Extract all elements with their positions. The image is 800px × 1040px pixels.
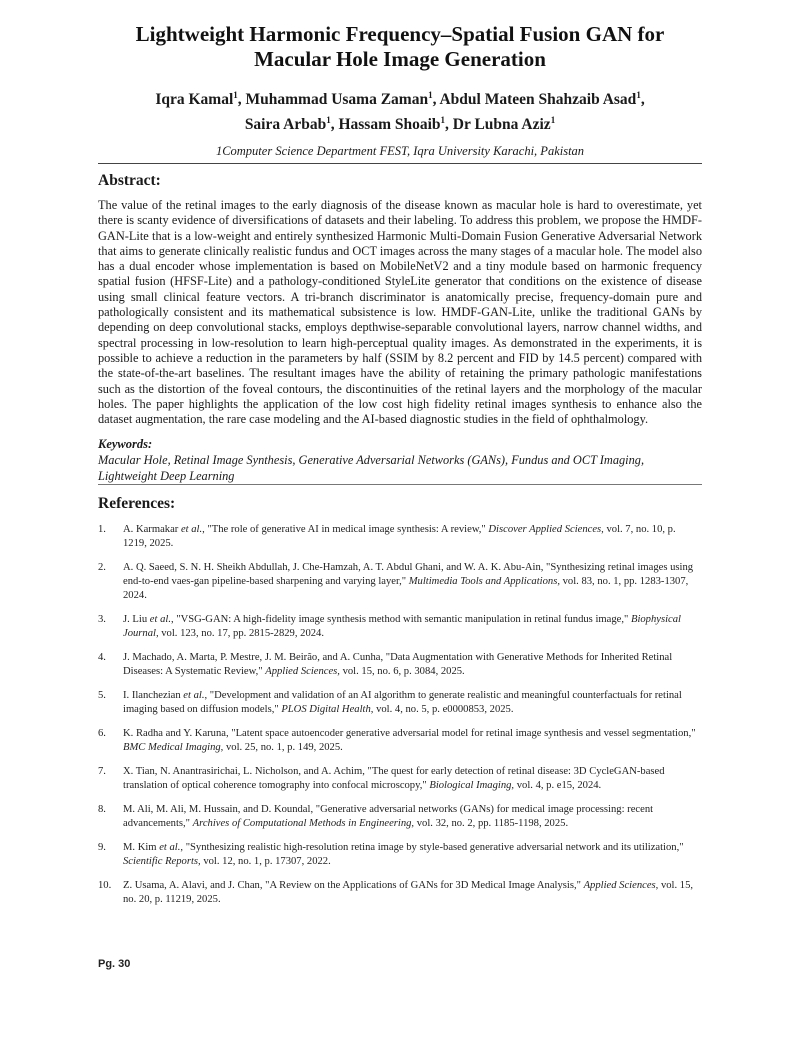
reference-number: 2. — [98, 562, 106, 574]
author: Iqra Kamal$^1$, — [155, 90, 246, 108]
reference-authors-title: J. Liu — [123, 614, 150, 626]
reference-venue: Biological Imaging, — [429, 780, 515, 792]
reference-title: , "Development and validation of an AI algorithm to generate realistic and meaningful counterfactuals for retinal imaging based on diffusion models," — [123, 690, 682, 716]
reference-venue: Scientific Reports, — [123, 856, 201, 868]
reference-details: vol. 4, p. e15, 2024. — [514, 780, 602, 792]
reference-details: vol. 4, no. 5, p. e0000853, 2025. — [373, 704, 514, 716]
reference-item — [98, 689, 702, 717]
reference-etal: et al. — [149, 614, 171, 626]
reference-number: 8. — [98, 804, 106, 816]
abstract-heading: Abstract: — [98, 172, 161, 189]
reference-title: , "Synthesizing realistic high-resolution retina image by style-based generative adversarial network and its utilization," — [180, 842, 684, 854]
reference-title: , "VSG-GAN: A high-fidelity image synthesis method with semantic manipulation in retinal fundus image," — [170, 614, 631, 626]
keywords-divider — [98, 484, 702, 485]
reference-number: 10. — [98, 880, 112, 892]
reference-number: 4. — [98, 652, 106, 664]
reference-venue: BMC Medical Imaging, — [123, 742, 224, 754]
reference-venue: Biophysical Journal, — [123, 614, 681, 640]
reference-item — [98, 523, 702, 551]
reference-venue: PLOS Digital Health, — [281, 704, 374, 716]
references-heading: References: — [98, 495, 176, 513]
reference-authors-title: X. Tian, N. Anantrasirichai, L. Nicholson, and A. Achim, "The quest for early detection of retinal disease: 3D CycleGAN-based translation of optical coherence tomography into confocal microscopy," — [123, 766, 665, 792]
reference-authors-title: I. Ilanchezian — [123, 690, 184, 702]
reference-details: vol. 123, no. 17, pp. 2815-2829, 2024. — [158, 628, 324, 640]
reference-venue: Archives of Computational Methods in Engineering, — [192, 818, 415, 830]
reference-item — [98, 727, 702, 755]
reference-title: , "The role of generative AI in medical image synthesis: A review," — [202, 524, 489, 536]
reference-authors-title: A. Karmakar — [123, 524, 181, 536]
reference-item — [98, 841, 702, 869]
abstract-body: The value of the retinal images to the early diagnosis of the disease known as macular hole is hard to overestimate, yet there is scanty evidence of diversifications of datasets and their labeling. To address this problem, we propose the HMDF-GAN-Lite that is a low-weight and entirely synthesized Harmonic Multi-Domain Fusion Generative Adversarial Network that aims to generate clinically realistic fundus and OCT images across the many stages of a macular hole. The model also has a dual encoder whose implementation is based on MobileNetV2 and a tiny module based on harmonic frequency spatial fusion (HFSF-Lite) and a pathology-conditioned StyleLite generator that conditions on the existence of disease using small clinical feature vectors. A tri-branch discriminator is anatomically precise, frequency-domain pure and pathologically consistent and its mathematical subsistence is low. HMDF-GAN-Lite, unlike the traditional GANs by depending on deep convolutional stacks, employs depthwise-separable convolutional layers, narrow channel widths, and spectral processing in low-resolution to learn high-perceptual quality images. As demonstrated in the experiments, it is possible to achieve a reduction in the parameters by half (SSIM by 8.2 percent and FID by 14.5 percent) compared with the state-of-the-art baselines. The resultant images have the ability of retaining the primary pathologic manifestations such as the distortion of the foveal contours, the discontinuities of the retinal layers and the morphology of the macular holes. The paper highlights the application of the low cost high fidelity retinal images synthesis to enhance also the dataset augmentation, the rare case modeling and the AI-based diagnostic studies in the field of ophthalmology. — [98, 198, 702, 427]
reference-authors-title: A. Q. Saeed, S. N. H. Sheikh Abdullah, J. Che-Hamzah, A. T. Abdul Ghani, and W. A. K. Abu-Ain, "Synthesizing retinal images using end-to-end vaes-gan pipeline-based sharpening and varying layer," — [123, 562, 694, 588]
reference-details: vol. 15, no. 20, p. 11219, 2025. — [123, 880, 694, 906]
reference-details: vol. 12, no. 1, p. 17307, 2022. — [200, 856, 331, 868]
reference-authors-title: M. Ali, M. Ali, M. Hussain, and D. Koundal, "Generative adversarial networks (GANs) for medical image processing: recent advancements," — [123, 804, 654, 830]
reference-venue: Discover Applied Sciences, — [488, 524, 604, 536]
reference-number: 9. — [98, 842, 106, 854]
page-number: Pg. 30 — [98, 958, 131, 970]
author: Dr Lubna Aziz$^1$ — [452, 115, 556, 133]
reference-details: vol. 7, no. 10, p. 1219, 2025. — [123, 524, 676, 550]
reference-authors-title: M. Kim — [123, 842, 160, 854]
author-list — [98, 85, 702, 135]
reference-etal: et al. — [159, 842, 181, 854]
paper-title — [98, 0, 702, 72]
reference-list — [98, 523, 702, 908]
reference-details: vol. 32, no. 2, pp. 1185-1198, 2025. — [414, 818, 569, 830]
reference-item — [98, 613, 702, 641]
reference-number: 3. — [98, 614, 106, 626]
reference-item — [98, 803, 702, 831]
reference-item — [98, 879, 702, 907]
reference-number: 6. — [98, 728, 106, 740]
author: Hassam Shoaib$^1$, — [338, 115, 453, 133]
author: Abdul Mateen Shahzaib Asad$^1$, — [439, 90, 645, 108]
title-line-2: Macular Hole Image Generation — [254, 47, 546, 71]
reference-etal: et al. — [180, 524, 203, 536]
reference-authors-title: J. Machado, A. Marta, P. Mestre, J. M. Beirão, and A. Cunha, "Data Augmentation with Generative Methods for Inherited Retinal Diseases: A Systematic Review," — [123, 652, 673, 678]
author: Muhammad Usama Zaman$^1$, — [245, 90, 440, 108]
reference-details: vol. 15, no. 6, p. 3084, 2025. — [339, 666, 465, 678]
reference-item — [98, 561, 702, 604]
reference-number: 5. — [98, 690, 106, 702]
title-line-1: Lightweight Harmonic Frequency–Spatial Fusion GAN for — [135, 22, 665, 46]
keywords-heading: Keywords: — [98, 437, 153, 452]
reference-etal: et al. — [183, 690, 205, 702]
reference-details: vol. 83, no. 1, pp. 1283-1307, 2024. — [123, 576, 689, 602]
reference-venue: Applied Sciences, — [265, 666, 340, 678]
affiliation: 1Computer Science Department FEST, Iqra University Karachi, Pakistan — [215, 144, 585, 158]
reference-number: 7. — [98, 766, 106, 778]
reference-item — [98, 765, 702, 793]
reference-details: vol. 25, no. 1, p. 149, 2025. — [223, 742, 343, 754]
reference-venue: Multimedia Tools and Applications, — [408, 576, 560, 588]
reference-number: 1. — [98, 524, 106, 536]
reference-authors-title: K. Radha and Y. Karuna, "Latent space autoencoder generative adversarial model for retinal image synthesis and vessel segmentation," — [123, 728, 696, 740]
keywords-body: Macular Hole, Retinal Image Synthesis, Generative Adversarial Networks (GANs), Fundus and OCT Imaging, Lightweight Deep Learning — [98, 453, 645, 483]
reference-item — [98, 651, 702, 679]
reference-venue: Applied Sciences, — [583, 880, 659, 892]
author: Saira Arbab$^1$, — [244, 115, 339, 133]
reference-authors-title: Z. Usama, A. Alavi, and J. Chan, "A Review on the Applications of GANs for 3D Medical Image Analysis," — [123, 880, 584, 892]
title-divider — [98, 163, 702, 164]
